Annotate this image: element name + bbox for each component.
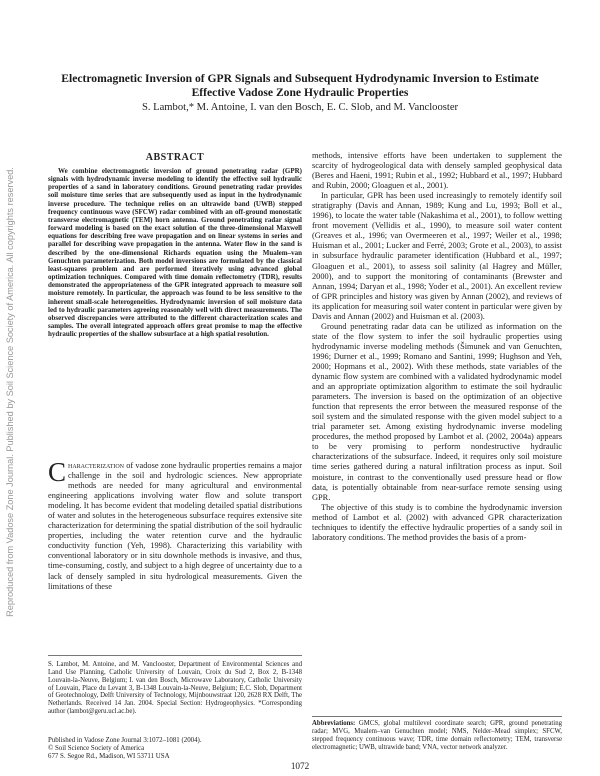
abbreviations-label: Abbreviations: (312, 720, 356, 727)
drop-cap: C (48, 457, 67, 487)
intro-text: of vadose zone hydraulic properties remains a major challenge in the soil and hydrologic sciences. New appropriate methods are needed for many agricultural and environmental engineering applications involving water flow and solute transport modeling. It has become evident that modeling detailed spatial distributions of water and solutes in the heterogeneous subsurface requires extensive site characterization for determining the spatial distribution of the soil hydraulic properties, including the water retention curve and the hydraulic conductivity function (Yeh, 1998). Characterizing this variability with conventional laboratory or in situ downhole methods is invasive, and thus, time-consuming, costly, and subject to a high degree of uncertainty due to a lack of densely sampled in situ hydrological measurements. Given the limitations of these (48, 461, 302, 591)
intro-smallcaps: haracterization (68, 461, 125, 470)
author-list: S. Lambot,* M. Antoine, I. van den Bosch, E. C. Slob, and M. Vanclooster (141, 102, 459, 113)
right-column (312, 151, 562, 543)
page-number: 1072 (290, 761, 310, 771)
body-paragraph: The objective of this study is to combine the hydrodynamic inversion method of Lambot et al. (2002) with advanced GPR characterization techniques to identify the effective hydraulic properties of a sandy soil in laboratory conditions. The method provides the basis of a prom- (312, 502, 562, 542)
footnote-divider (48, 655, 302, 656)
publication-address: 677 S. Segoe Rd., Madison, WI 53711 USA (48, 753, 170, 761)
body-paragraph: methods, intensive efforts have been undertaken to supplement the scarcity of hydrogeological data with densely sampled geophysical data (Beres and Haeni, 1991; Rubin et al., 1992; Hubbard et al., 1997; Hubbard and Rubin, 2000; Gloaguen et al., 2001). (312, 151, 562, 191)
abbreviations-note (312, 716, 562, 751)
publication-copyright: © Soil Science Society of America (48, 745, 145, 753)
body-paragraph: Ground penetrating radar data can be utilized as information on the state of the flow system to infer the soil hydraulic properties using hydrodynamic inverse modeling methods (Šimunek and van Genuchten, 1996; Durner et al., 1999; Romano and Santini, 1999; Hughson and Yeh, 2000; Hopmans et al., 2002). With these methods, state variables of the dynamic flow system are combined with a validated hydrodynamic model and an appropriate optimization algorithm to estimate the soil hydraulic parameters. The inversion is based on the optimization of an objective function that represents the error between the measured response of the soil system and the simulated response with the given model subject to a trial parameter set. Among existing hydrodynamic inverse modeling procedures, the method proposed by Lambot et al. (2002, 2004a) appears to be very promising to perform nondestructive hydraulic characterizations of the subsurface. Indeed, it requires only soil moisture time series gathered during a natural infiltration process as input. Soil moisture, in contrast to the conventionally used pressure head or flow data, is potentially obtainable from near-surface remote sensing using GPR. (312, 321, 562, 502)
publication-info (48, 737, 302, 761)
article-title: Electromagnetic Inversion of GPR Signals and Subsequent Hydrodynamic Inversion to Estimate Effective Vadose Zone Hydraulic Properties (61, 72, 539, 99)
body-paragraph: In particular, GPR has been used increasingly to remotely identify soil stratigraphy (Davis and Annan, 1989; Kung and Lu, 1993; Boll et al., 1996), to locate the water table (Nakashima et al., 2001), to follow wetting front movement (Vellidis et al., 1990), to measure soil water content (Greaves et al., 1996; van Overmeeren et al., 1997; Weiler et al., 1998; Huisman et al., 2001; Lucker and Ferré, 2003; Grote et al., 2003), to assist in subsurface hydraulic parameter identification (Hubbard et al., 1997; Gloaguen et al., 2001), to assess soil salinity (al Hagrey and Müller, 2000), and to support the monitoring of contaminants (Brewster and Annan, 1994; Daryan et al., 1998; Yoder et al., 2001). An excellent review of GPR principles and history was given by Annan (2002), and reviews of its application for measuring soil water content in particular were given by Davis and Annan (2002) and Huisman et al. (2003). (312, 191, 562, 321)
copyright-sidebar (3, 110, 17, 675)
abbreviations-text: GMCS, global multilevel coordinate search; GPR, ground penetrating radar; MVG, Mualem–van Genuchten model; NMS, Nelder–Mead simplex; SFCW, stepped frequency continuous wave; TDR, time domain reflectometry; TEM, transverse electromagnetic; UWB, ultrawide band; VNA, vector network analyzer. (312, 720, 562, 751)
author-affiliations: S. Lambot, M. Antoine, and M. Vanclooster, Department of Environmental Sciences and Land Use Planning, Catholic University of Louvain, Croix du Sud 2, Box 2, B-1348 Louvain-la-Neuve, Belgium; I. van den Bosch, Microwave Laboratory, Catholic University of Louvain, Place du Levant 3, B-1348 Louvain-la-Neuve, Belgium; E.C. Slob, Department of Geotechnology, Delft University of Technology, Mijnbouwstraat 120, 2628 RX Delft, The Netherlands. Received 14 Jan. 2004. Special Section: Hydrogeophysics. *Corresponding author (lambot@geru.ucl.ac.be). (48, 661, 302, 716)
copyright-notice: Reproduced from Vadose Zone Journal. Published by Soil Science Society of America. All copyrights reserved. (5, 167, 15, 617)
publication-citation: Published in Vadose Zone Journal 3:1072–1081 (2004). (48, 737, 202, 744)
introduction-paragraph (48, 457, 302, 592)
abstract-text: We combine electromagnetic inversion of ground penetrating radar (GPR) signals with hydrodynamic inverse modeling to identify the effective soil hydraulic properties of a sand in laboratory conditions. Ground penetrating radar provides soil moisture time series that are subsequently used as input in the hydrodynamic inverse procedure. The technique relies on an ultrawide band (UWB) stepped frequency continuous wave (SFCW) radar combined with an off-ground monostatic transverse electromagnetic (TEM) horn antenna. Ground penetrating radar signal forward modeling is based on the exact solution of the three-dimensional Maxwell equations for describing free wave propagation and on linear systems in series and parallel for describing wave propagation in the antenna. Water flow in the sand is described by the one-dimensional Richards equation using the Mualem–van Genuchten parameterization. Both model inversions are formulated by the classical least-squares problem and are performed iteratively using advanced global optimization techniques. Compared with time domain reflectometry (TDR), results demonstrated the appropriateness of the GPR integrated approach to measure soil moisture remotely. In particular, the approach was found to be less sensitive to the inherent small-scale heterogeneities. Hydrodynamic inversion of soil moisture data led to hydraulic parameters agreeing reasonably well with direct measurements. The observed discrepancies were attributed to the different characterization scales and samples. The overall integrated approach offers great promise to map the effective hydraulic properties of the shallow subsurface at a high spatial resolution. (48, 167, 302, 339)
abstract-heading: ABSTRACT (145, 152, 205, 163)
